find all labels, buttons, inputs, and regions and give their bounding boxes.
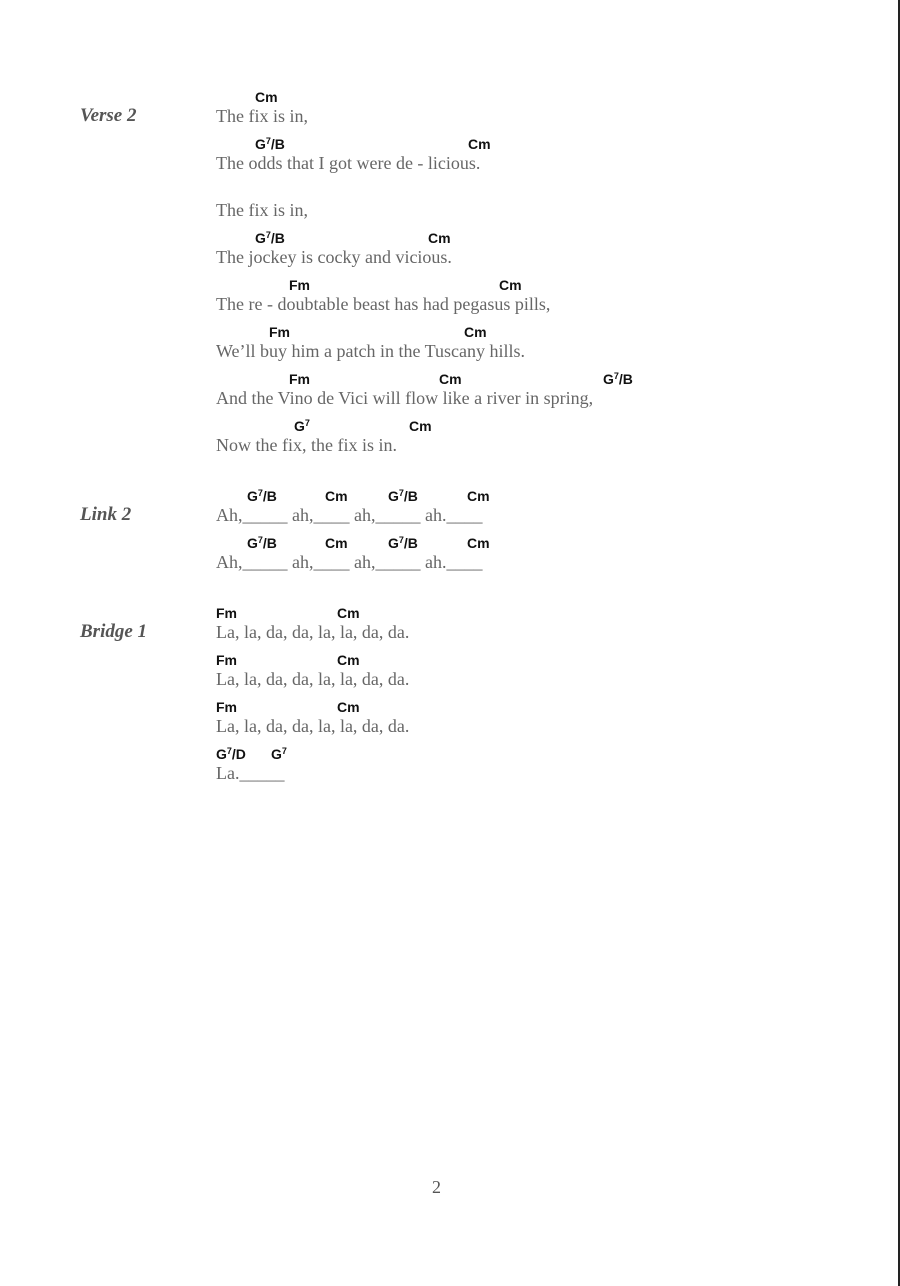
chord: Cm (428, 230, 451, 246)
chord: Cm (325, 488, 348, 504)
chord: Cm (467, 535, 490, 551)
lyric-text: The odds that I got were de - licious. (216, 153, 481, 173)
chord: $G^7/B$ (255, 230, 285, 246)
lyric-line (216, 535, 876, 575)
lyric-line (216, 652, 876, 692)
lyric-text: La, la, da, da, la, la, da, da. (216, 622, 410, 642)
chord: Fm (289, 277, 310, 293)
chord: Cm (337, 605, 360, 621)
chord: $G^7$ (294, 418, 310, 434)
lyric-text: The jockey is cocky and vicious. (216, 247, 452, 267)
chord: Cm (468, 136, 491, 152)
chord: $G^7/B$ (603, 371, 633, 387)
section-label-bridge-1: Bridge 1 (80, 621, 148, 642)
lyric-line (216, 371, 876, 411)
chord: Cm (337, 652, 360, 668)
chord: $G^7/B$ (388, 488, 418, 504)
lyric-line (216, 699, 876, 739)
chord: $G^7/D$ (216, 746, 246, 762)
chord: Cm (439, 371, 462, 387)
lyric-line (216, 605, 876, 645)
lyric-text: The fix is in, (216, 106, 308, 126)
chord: $G^7/B$ (247, 535, 277, 551)
page-number: 2 (432, 1177, 441, 1197)
lyric-line (216, 136, 876, 176)
section-label-link-2: Link 2 (80, 504, 132, 525)
lyric-text: The re - doubtable beast has had pegasus pills, (216, 294, 551, 314)
lyric-line (216, 89, 876, 129)
chord: $G^7/B$ (255, 136, 285, 152)
chord: $G^7/B$ (247, 488, 277, 504)
lyric-line (216, 418, 876, 458)
chord: Cm (409, 418, 432, 434)
chord: Fm (269, 324, 290, 340)
chord: Cm (255, 89, 278, 105)
chord: Fm (216, 652, 237, 668)
lyric-line (216, 230, 876, 270)
lyric-text: We’ll buy him a patch in the Tuscany hills. (216, 341, 526, 361)
chord: Cm (467, 488, 490, 504)
lyric-text: Now the fix, the fix is in. (216, 435, 397, 455)
lyric-line (216, 746, 876, 786)
section-label-verse-2: Verse 2 (80, 105, 137, 126)
chord: Fm (216, 699, 237, 715)
chord: Cm (325, 535, 348, 551)
lyric-line (216, 324, 876, 364)
chord: $G^7/B$ (388, 535, 418, 551)
chord: Cm (464, 324, 487, 340)
lyric-line (216, 488, 876, 528)
chord: Fm (216, 605, 237, 621)
lyric-line (216, 277, 876, 317)
lyric-text: La, la, da, da, la, la, da, da. (216, 716, 410, 736)
chord: Fm (289, 371, 310, 387)
lyric-text: La._____ (216, 763, 285, 783)
lyric-text: Ah,_____ ah,____ ah,_____ ah.____ (216, 552, 483, 572)
lyric-text: And the Vino de Vici will flow like a river in spring, (216, 388, 594, 408)
lyric-text: La, la, da, da, la, la, da, da. (216, 669, 410, 689)
chord: Cm (499, 277, 522, 293)
chord: Cm (337, 699, 360, 715)
lyric-text: Ah,_____ ah,____ ah,_____ ah.____ (216, 505, 483, 525)
lyric-text: The fix is in, (216, 200, 308, 220)
lyric-line (216, 183, 876, 223)
chord: $G^7$ (271, 746, 287, 762)
